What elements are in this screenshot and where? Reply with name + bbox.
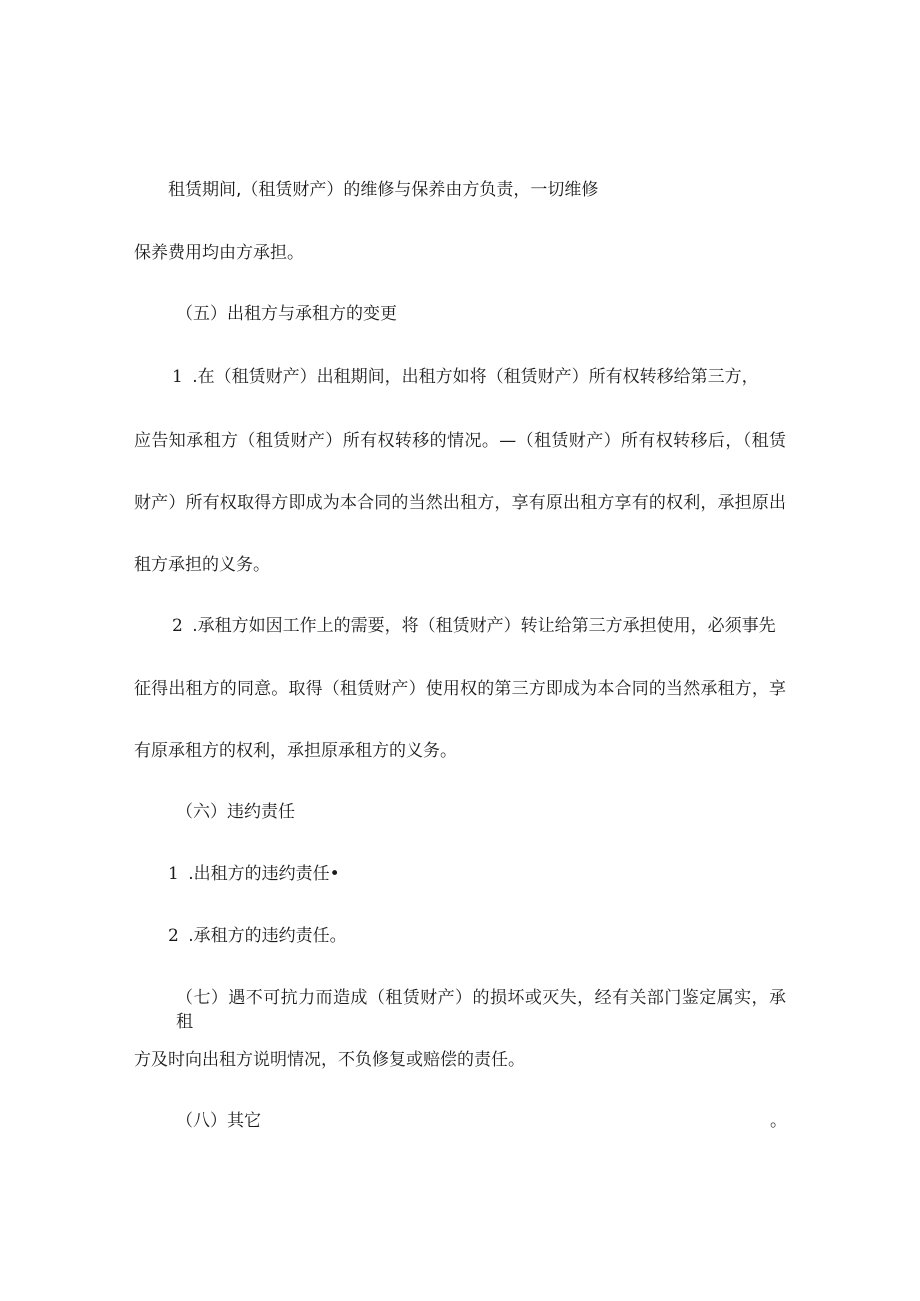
line-text: 租赁期间,（租赁财产）的维修与保养由方负责，一切维修 (168, 180, 599, 200)
list-item-2 (168, 924, 347, 948)
list-item-1 (168, 862, 340, 886)
paragraph-line (134, 677, 786, 701)
section-heading-6 (176, 800, 295, 824)
paragraph-line (134, 241, 304, 265)
list-number: 1 (168, 864, 179, 884)
line-text: （五）出租方与承租方的变更 (176, 304, 397, 324)
line-text: 财产）所有权取得方即成为本合同的当然出租方，享有原出租方享有的权利，承担原出 (134, 493, 786, 513)
paragraph-line (134, 491, 786, 515)
line-text: 有原承租方的权利，承担原承租方的义务。 (134, 741, 457, 761)
line-text: .承租方如因工作上的需要，将（租赁财产）转让给第三方承担使用，必须事先 (192, 616, 776, 636)
line-text: 方及时向出租方说明情况，不负修复或赔偿的责任。 (134, 1050, 525, 1070)
section-heading-5 (176, 302, 397, 326)
line-text: 保养费用均由方承担。 (134, 243, 304, 263)
paragraph-line (134, 429, 786, 453)
paragraph-line (168, 178, 598, 202)
line-text: 征得出租方的同意。取得（租赁财产）使用权的第三方即成为本合同的当然承租方，享 (134, 679, 786, 699)
list-number: 2 (168, 926, 179, 946)
list-item-2 (172, 614, 776, 638)
section-heading-8 (176, 1109, 261, 1133)
line-text: （七）遇不可抗力而造成（租赁财产）的损坏或灭失，经有关部门鉴定属实，承租 (176, 988, 786, 1032)
line-text: .出租方的违约责任• (188, 864, 340, 884)
line-text: 应告知承租方（租赁财产）所有权转移的情况。—（租赁财产）所有权转移后，（租赁 (134, 431, 786, 451)
list-item-1 (172, 365, 759, 389)
line-text: 租方承担的义务。 (134, 555, 270, 575)
section-heading-7 (176, 986, 786, 1032)
list-number: 1 (172, 367, 183, 387)
line-text: 。 (770, 1111, 787, 1131)
line-text: （六）违约责任 (176, 802, 295, 822)
paragraph-line (134, 739, 457, 763)
line-text: .承租方的违约责任。 (188, 926, 347, 946)
line-text: （八）其它 (176, 1111, 261, 1131)
paragraph-line (134, 553, 270, 577)
list-number: 2 (172, 616, 183, 636)
trailing-period (770, 1109, 787, 1133)
line-text: .在（租赁财产）出租期间，出租方如将（租赁财产）所有权转移给第三方， (192, 367, 759, 387)
paragraph-line (134, 1048, 525, 1072)
